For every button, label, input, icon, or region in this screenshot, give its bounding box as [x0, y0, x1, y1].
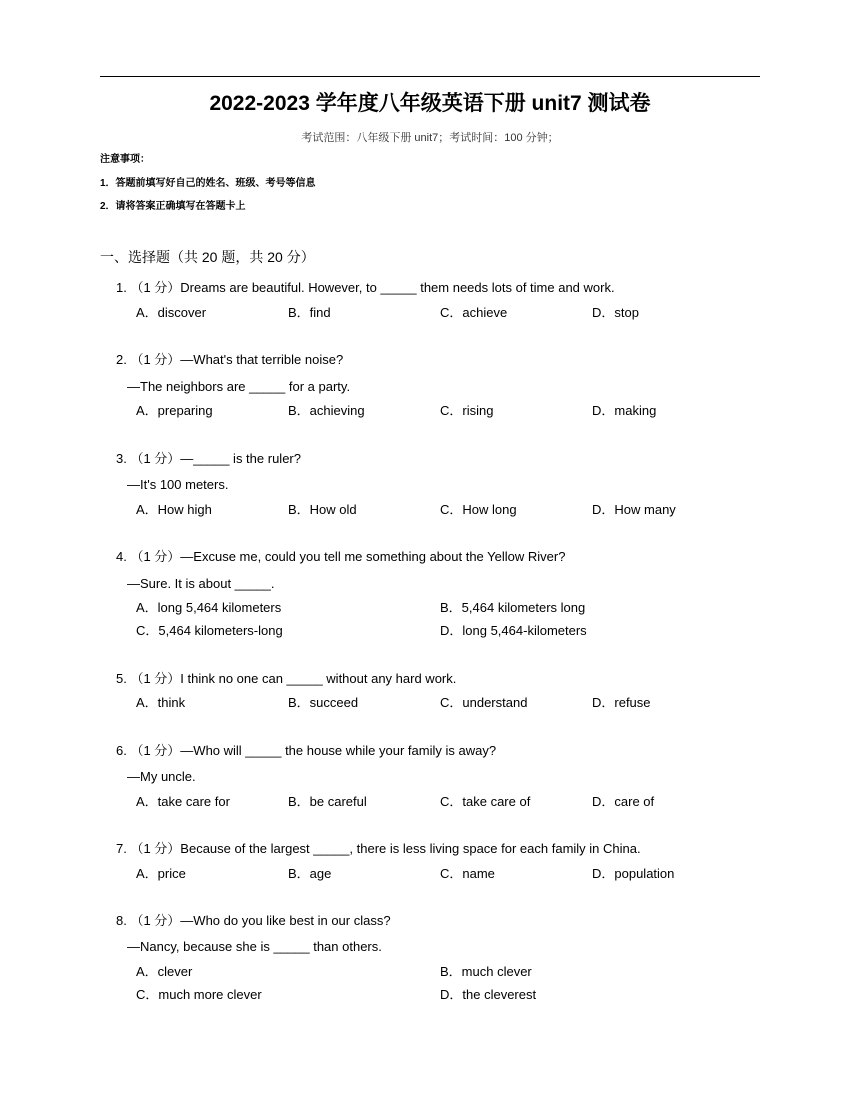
header-rule	[100, 76, 760, 77]
notice-heading: 注意事项：	[100, 154, 150, 165]
option-a: A．take care for	[136, 794, 230, 809]
option-c: C．understand	[440, 695, 528, 710]
notice-item: 1．答题前填写好自己的姓名、班级、考号等信息	[100, 178, 316, 189]
option-a: A．discover	[136, 305, 207, 320]
option-b: B．be careful	[288, 794, 367, 809]
option-d: D．long 5,464-kilometers	[440, 623, 587, 638]
option-c: C．take care of	[440, 794, 531, 809]
option-c: C．much more clever	[136, 987, 262, 1002]
section-title: 一、选择题（共 20 题，共 20 分）	[100, 249, 315, 265]
option-d: D．care of	[592, 794, 655, 809]
question-stem: 2. （1 分）—What's that terrible noise?	[116, 352, 344, 367]
question-response: —My uncle.	[127, 769, 196, 784]
option-c: C．How long	[440, 502, 517, 517]
option-a: A．think	[136, 695, 186, 710]
option-b: B．much clever	[440, 964, 532, 979]
question-stem: 7. （1 分）Because of the largest _____, there is less living space for each family in China.	[116, 841, 641, 856]
option-d: D．population	[592, 866, 675, 881]
option-a: A．How high	[136, 502, 212, 517]
question-stem: 5. （1 分）I think no one can _____ without any hard work.	[116, 671, 457, 686]
question-response: —It's 100 meters.	[127, 477, 229, 492]
option-a: A．long 5,464 kilometers	[136, 600, 282, 615]
exam-info: 考试范围：八年级下册 unit7；考试时间：100 分钟；	[301, 132, 559, 144]
option-c: C．5,464 kilometers-long	[136, 623, 283, 638]
option-c: C．rising	[440, 403, 494, 418]
question-response: —Nancy, because she is _____ than others.	[127, 939, 382, 954]
option-b: B．find	[288, 305, 331, 320]
question-stem: 8. （1 分）—Who do you like best in our class?	[116, 913, 391, 928]
option-c: C．name	[440, 866, 495, 881]
question-response: —Sure. It is about _____.	[127, 576, 275, 591]
option-b: B．5,464 kilometers long	[440, 600, 586, 615]
option-d: D．the cleverest	[440, 987, 537, 1002]
option-a: A．price	[136, 866, 186, 881]
option-b: B．How old	[288, 502, 357, 517]
question-stem: 6. （1 分）—Who will _____ the house while your family is away?	[116, 743, 497, 758]
option-a: A．clever	[136, 964, 193, 979]
option-c: C．achieve	[440, 305, 508, 320]
notice-item: 2．请将答案正确填写在答题卡上	[100, 201, 246, 212]
option-d: D．stop	[592, 305, 639, 320]
question-stem: 3. （1 分）—_____ is the ruler?	[116, 451, 301, 466]
option-d: D．How many	[592, 502, 676, 517]
question-response: —The neighbors are _____ for a party.	[127, 379, 351, 394]
option-b: B．succeed	[288, 695, 359, 710]
option-b: B．age	[288, 866, 332, 881]
option-b: B．achieving	[288, 403, 365, 418]
page-title: 2022-2023 学年度八年级英语下册 unit7 测试卷	[209, 92, 651, 115]
question-stem: 1. （1 分）Dreams are beautiful. However, to _____ them needs lots of time and work.	[116, 280, 615, 295]
option-d: D．making	[592, 403, 657, 418]
option-a: A．preparing	[136, 403, 213, 418]
question-stem: 4. （1 分）—Excuse me, could you tell me something about the Yellow River?	[116, 549, 566, 564]
option-d: D．refuse	[592, 695, 651, 710]
